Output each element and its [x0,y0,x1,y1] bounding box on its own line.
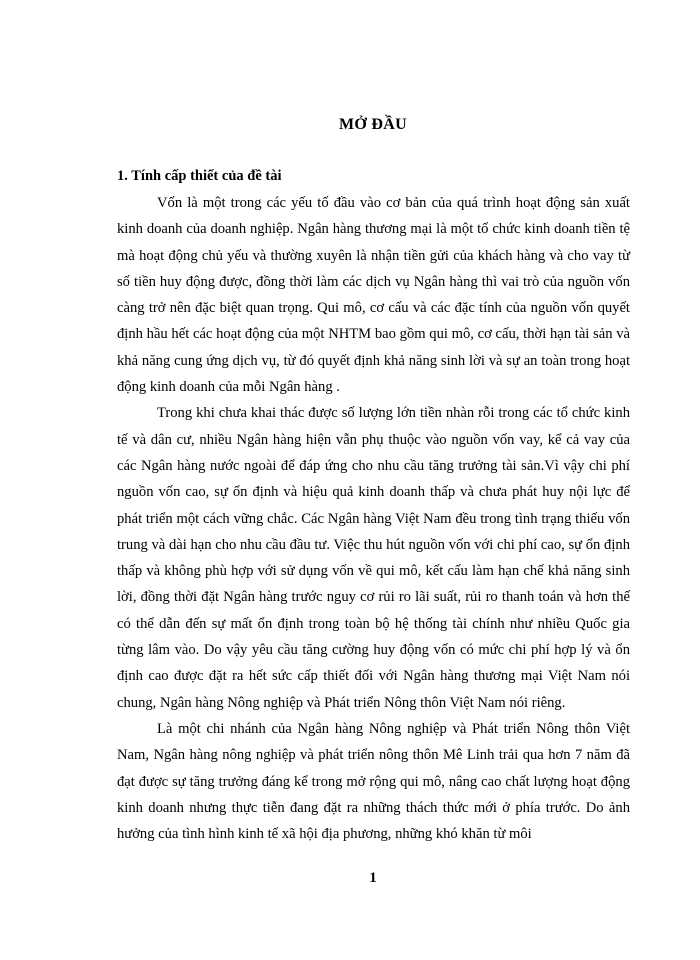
page-number: 1 [369,870,377,886]
section-heading: 1. Tính cấp thiết của đề tài [117,168,282,184]
body-text [117,190,630,847]
paragraph: Trong khi chưa khai thác được số lượng lớn tiền nhàn rỗi trong các tổ chức kinh tế và dân cư, nhiều Ngân hàng hiện vẫn phụ thuộc vào nguồn vốn vay, kể cả vay của các Ngân hàng nước ngoài để đáp ứng cho nhu cầu tăng trưởng tài sản.Vì vậy chi phí nguồn vốn cao, sự ổn định và hiệu quả kinh doanh thấp và chưa phát huy nội lực để phát triển một cách vững chắc. Các Ngân hàng Việt Nam đều trong tình trạng thiếu vốn trung và dài hạn cho nhu cầu đầu tư. Việc thu hút nguồn vốn với chi phí cao, sự ổn định thấp và không phù hợp với sử dụng vốn về qui mô, kết cấu làm hạn chế khả năng sinh lời, đồng thời đặt Ngân hàng trước nguy cơ rủi ro lãi suất, rủi ro thanh toán và hơn thế có thể dẫn đến sự mất ổn định trong toàn bộ hệ thống tài chính như nhiều Quốc gia từng lâm vào. Do vậy yêu cầu tăng cường huy động vốn có mức chi phí hợp lý và ổn định cao được đặt ra hết sức cấp thiết đối với Ngân hàng thương mại Việt Nam nói chung, Ngân hàng Nông nghiệp và Phát triển Nông thôn Việt Nam nói riêng. [117,405,630,711]
paragraph: Là một chi nhánh của Ngân hàng Nông nghiệp và Phát triển Nông thôn Việt Nam, Ngân hàng nông nghiệp và phát triển nông thôn Mê Linh trải qua hơn 7 năm đã đạt được sự tăng trưởng đáng kể trong mở rộng qui mô, nâng cao chất lượng hoạt động kinh doanh nhưng thực tiễn đang đặt ra những thách thức mới ở phía trước. Do ảnh hưởng của tình hình kinh tế xã hội địa phương, những khó khăn từ môi [117,720,630,843]
page-title: MỞ ĐẦU [338,116,407,133]
paragraph: Vốn là một trong các yếu tố đầu vào cơ bản của quá trình hoạt động sản xuất kinh doanh của doanh nghiệp. Ngân hàng thương mại là một tổ chức kinh doanh tiền tệ mà hoạt động chủ yếu và thường xuyên là nhận tiền gửi của khách hàng và cho vay từ số tiền huy động được, đồng thời làm các dịch vụ Ngân hàng thì vai trò của nguồn vốn càng trở nên đặc biệt quan trọng. Qui mô, cơ cấu và các đặc tính của nguồn vốn quyết định hầu hết các hoạt động của một NHTM bao gồm qui mô, cơ cấu, thời hạn tài sản và khả năng cung ứng dịch vụ, từ đó quyết định khả năng sinh lời và sự an toàn trong hoạt động kinh doanh của mỗi Ngân hàng . [117,195,630,396]
